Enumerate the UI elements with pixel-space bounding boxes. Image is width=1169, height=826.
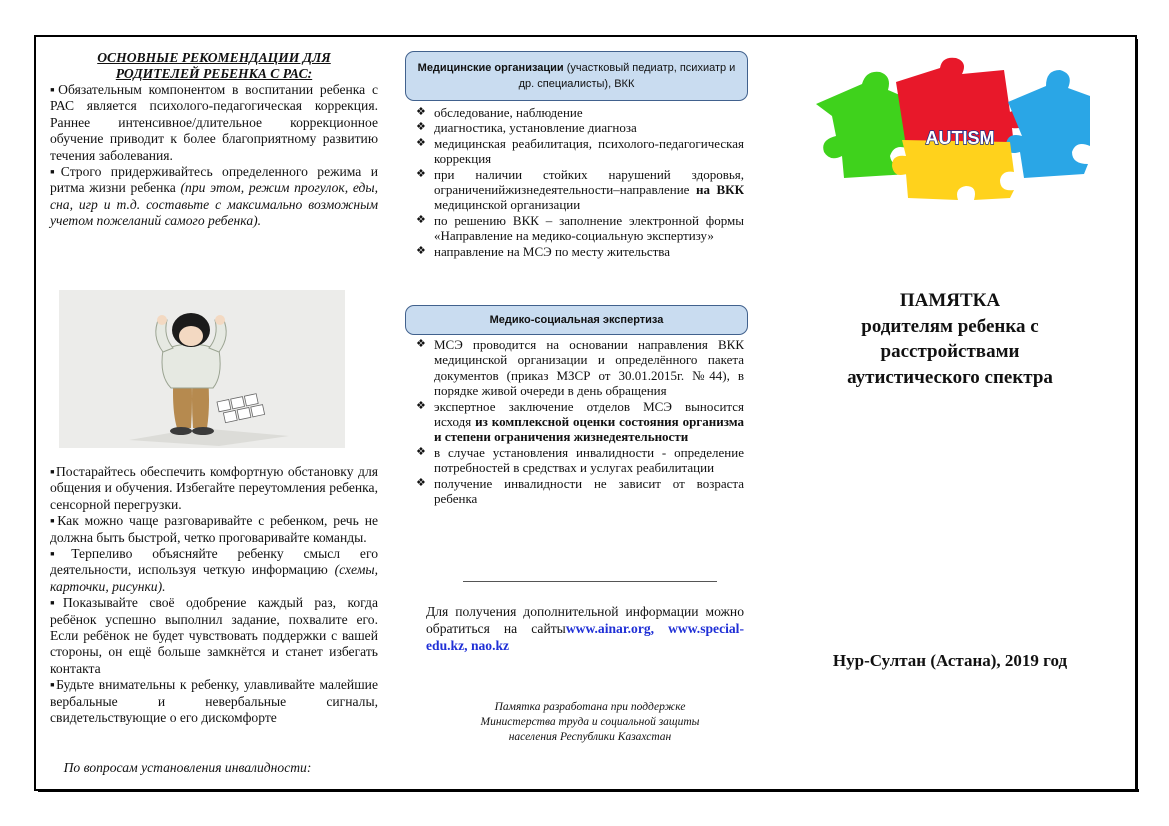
list-item [414, 120, 744, 135]
recommendation-paragraph: ▪Строго придерживайтесь определенного режима и ритма жизни ребенка (при этом, режим прогулок, еды, сна, игр и т.д. составьте с максимально возможным учетом пожеланий самого ребенка). [50, 164, 378, 229]
recommendation-paragraph: ▪Постарайтесь обеспечить комфортную обстановку для общения и обучения. Избегайте переутомления ребенка, сенсорной перегрузки. [50, 464, 378, 512]
recommendation-paragraph: ▪Терпеливо объясняйте ребенку смысл его деятельности, используя четкую информацию (схемы, карточки, рисунки). [50, 546, 378, 594]
disability-question-footer: По вопросам установления инвалидности: [63, 760, 312, 775]
diamond-bullet-icon: ❖ [416, 244, 426, 257]
diamond-bullet-icon: ❖ [416, 476, 426, 489]
list-item [414, 244, 744, 259]
list-item [414, 445, 744, 476]
autism-puzzle-logo [810, 56, 1092, 202]
list-item [414, 399, 744, 445]
child-illustration [59, 290, 345, 448]
recommendations-title: ОСНОВНЫЕ РЕКОМЕНДАЦИИ ДЛЯ РОДИТЕЛЕЙ РЕБЕНКА С РАС: [97, 50, 331, 81]
list-item [414, 105, 744, 120]
diamond-bullet-icon: ❖ [416, 213, 426, 226]
diamond-bullet-icon: ❖ [416, 338, 426, 350]
diamond-bullet-icon: ❖ [416, 399, 426, 412]
frame-shadow-bottom [38, 789, 1139, 792]
list-item-text: МСЭ проводится на основании направления ВКК медицинской организации и определённого пакета документов (приказ МЗСР от 30.01.2015г. №44), в порядке живой очереди в день обращения [434, 337, 744, 399]
recommendations-continued [50, 464, 378, 727]
list-item-text: обследование, наблюдение [434, 105, 583, 120]
list-item [414, 337, 744, 399]
medical-organizations-list [414, 105, 744, 259]
list-item-text: диагностика, установление диагноза [434, 120, 637, 136]
recommendation-paragraph: ▪Будьте внимательны к ребенку, улавливайте малейшие вербальные и невербальные сигналы, свидетельствующие о его дискомфорте [50, 677, 378, 726]
website-links[interactable]: www.ainar.org, www.special-edu.kz, nao.kz [426, 621, 744, 653]
credit-note: Памятка разработана при поддержке Министерства труда и социальной защиты населения Республики Казахстан [480, 701, 700, 743]
list-item [414, 136, 744, 167]
diamond-bullet-icon: ❖ [416, 136, 426, 149]
mse-header: Медико-социальная экспертиза [405, 305, 748, 335]
recommendations-column [50, 50, 378, 230]
list-item [414, 476, 744, 507]
frame-shadow-right [1135, 39, 1138, 792]
autism-logo-text: AUTISM [925, 128, 995, 148]
list-item-text: при наличии стойких нарушений здоровья, ограниченийжизнедеятельности–направление [434, 166, 744, 198]
list-item-text: получение инвалидности не зависит от возраста ребенка [434, 475, 744, 507]
medical-organizations-header: Медицинские организации (участковый педиатр, психиатр и др. специалисты), ВКК [405, 51, 748, 101]
list-item [414, 213, 744, 244]
place-and-year: Нур-Султан (Астана), 2019 год [832, 651, 1068, 670]
list-item-bold: из комплексной оценки состояния организма и степени ограничения жизнедеятельности [434, 414, 745, 445]
diamond-bullet-icon: ❖ [416, 106, 426, 118]
list-item-bold: на ВКК [695, 182, 745, 198]
diamond-bullet-icon: ❖ [416, 121, 426, 134]
list-item [414, 167, 744, 213]
separator-line [463, 581, 717, 582]
diamond-bullet-icon: ❖ [416, 445, 426, 458]
diamond-bullet-icon: ❖ [416, 167, 426, 180]
list-item-text: направление на МСЭ по месту жительства [434, 243, 671, 259]
contact-info: Для получения дополнительной информации можно обратиться на сайтыwww.ainar.org, www.special-edu.kz, nao.kz [426, 604, 744, 653]
recommendation-paragraph: ▪Показывайте своё одобрение каждый раз, когда ребёнок успешно выполнил задание, похвалите его. Если ребёнок не будет чувствовать поддержки с вашей стороны, он ещё больше замкнётся и станет избегать контакта [50, 595, 378, 676]
recommendation-paragraph: ▪Как можно чаще разговаривайте с ребенком, речь не должна быть быстрой, четко проговаривайте команды. [50, 513, 378, 545]
list-item-tail: медицинской организации [434, 197, 581, 213]
mse-list [414, 337, 744, 506]
list-item-text: по решению ВКК – заполнение электронной формы «Направление на медико-социальную экспертизу» [434, 212, 744, 244]
brochure-title: ПАМЯТКА родителям ребенка с расстройствами аутистического спектра [847, 290, 1053, 388]
recommendation-paragraph: ▪Обязательным компонентом в воспитании ребенка с РАС является психолого-педагогическая коррекция. Раннее интенсивное/длительное коррекционное обучение приводит к более благоприятному развитию течения заболевания. [50, 82, 378, 163]
list-item-text: медицинская реабилитация, психолого-педагогическая коррекция [434, 135, 744, 167]
list-item-text: экспертное заключение отделов МСЭ выносится исходя [434, 398, 744, 430]
list-item-text: в случае установления инвалидности - определение потребностей в средствах и услугах реабилитации [434, 444, 744, 476]
